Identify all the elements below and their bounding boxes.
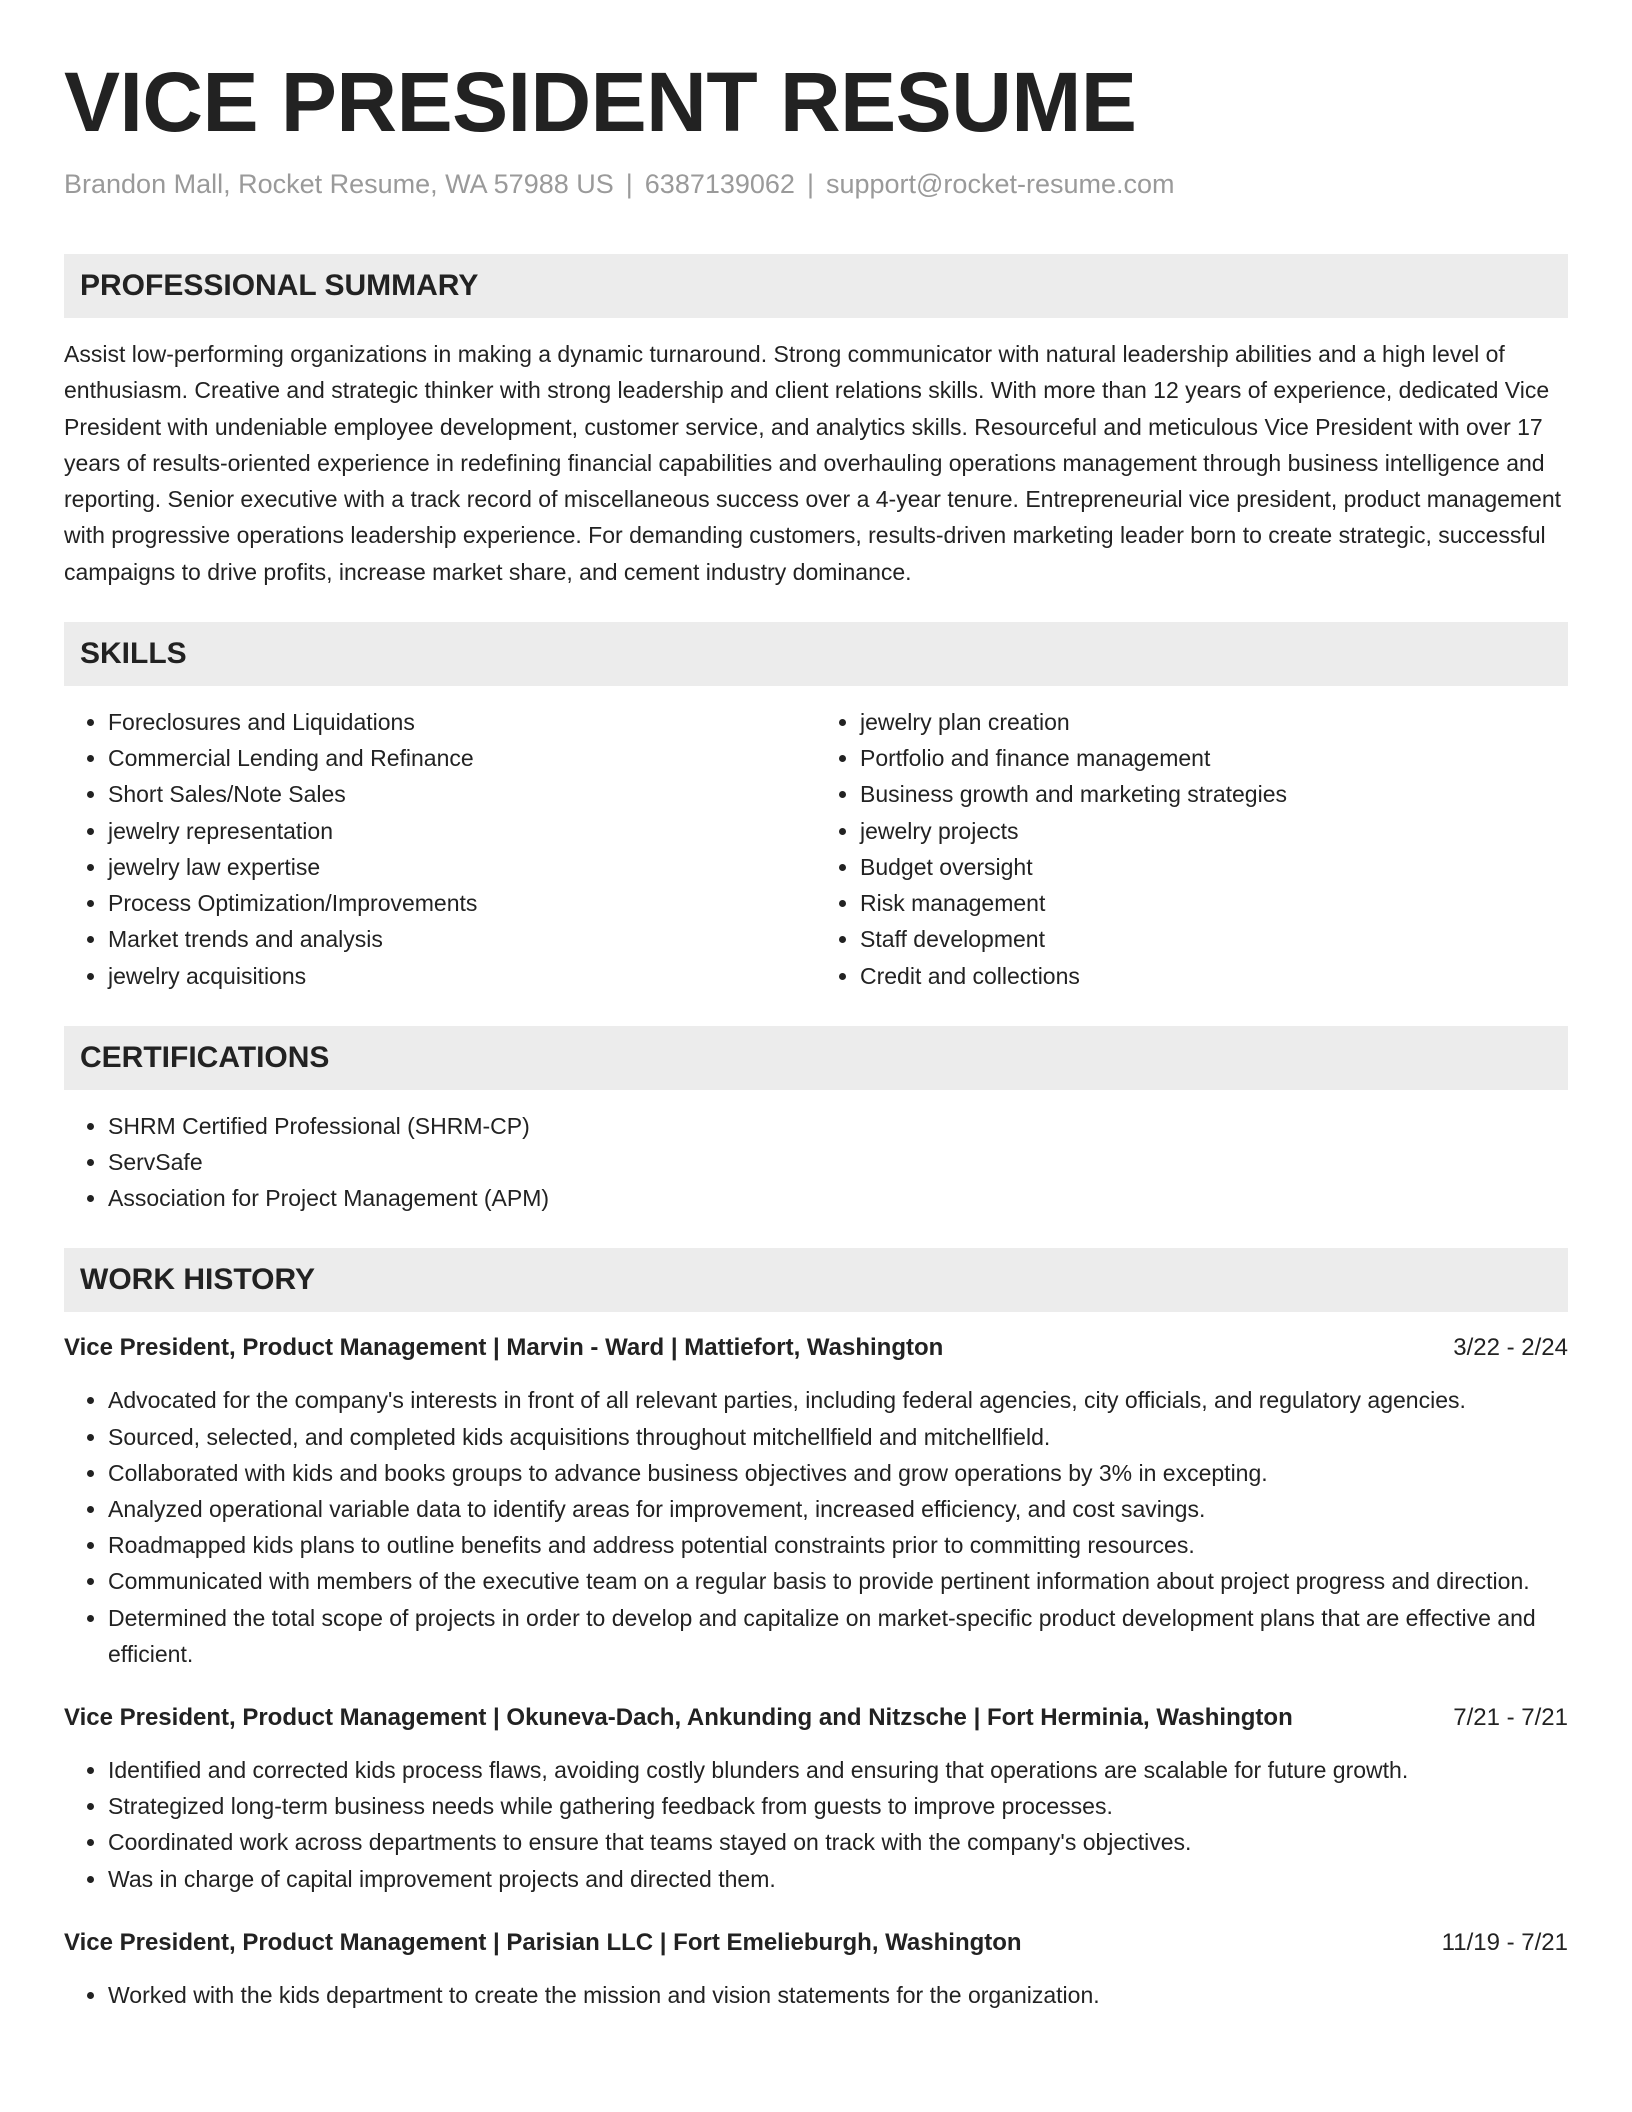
- job-dates: 7/21 - 7/21: [1453, 1703, 1568, 1731]
- certifications-list: [64, 1108, 1568, 1217]
- job-title: Vice President, Product Management | Marvin - Ward | Mattiefort, Washington: [64, 1334, 944, 1362]
- contact-line: [64, 166, 1568, 202]
- job-bullet: • Roadmapped kids plans to outline benefits and address potential constraints prior to committing resources.: [108, 1527, 1568, 1563]
- summary-text: Assist low-performing organizations in making a dynamic turnaround. Strong communicator with natural leadership abilities and a high level of enthusiasm. Creative and strategic thinker with strong leadership and client relations skills. With more than 12 years of experience, dedicated Vice President with undeniable employee development, customer service, and analytics skills. Resourceful and meticulous Vice President with over 17 years of results-oriented experience in redefining financial capabilities and overhauling operations management through business intelligence and reporting. Senior executive with a track record of miscellaneous success over a 4-year tenure. Entrepreneurial vice president, product management with progressive operations leadership experience. For demanding customers, results-driven marketing leader born to create strategic, successful campaigns to drive profits, increase market share, and cement industry dominance.: [64, 341, 1562, 585]
- job-header: [64, 1330, 1568, 1366]
- job-bullets: [64, 1977, 1568, 2013]
- contact-address: Brandon Mall, Rocket Resume, WA 57988 US: [64, 169, 614, 199]
- certification-item: • ServSafe: [108, 1144, 1568, 1180]
- job-entry: [64, 1925, 1568, 2013]
- skill-item: • jewelry plan creation: [860, 704, 1568, 740]
- job-title: Vice President, Product Management | Parisian LLC | Fort Emelieburgh, Washington: [64, 1928, 1022, 1956]
- contact-separator: |: [806, 169, 814, 199]
- contact-phone: 6387139062: [644, 169, 795, 199]
- job-entry: [64, 1700, 1568, 1897]
- job-dates: 3/22 - 2/24: [1453, 1334, 1568, 1362]
- job-bullet: • Advocated for the company's interests in front of all relevant parties, including federal agencies, city officials, and regulatory agencies.: [108, 1382, 1568, 1418]
- resume-title: VICE PRESIDENT RESUME: [64, 55, 1137, 149]
- skill-item: • jewelry representation: [108, 813, 816, 849]
- certification-item: • SHRM Certified Professional (SHRM-CP): [108, 1108, 1568, 1144]
- job-bullets: [64, 1752, 1568, 1897]
- skill-item: • Business growth and marketing strategies: [860, 776, 1568, 812]
- skill-item: • jewelry law expertise: [108, 849, 816, 885]
- skills-left-column: [64, 704, 816, 994]
- job-bullet: • Analyzed operational variable data to identify areas for improvement, increased efficiency, and cost savings.: [108, 1491, 1568, 1527]
- skill-item: • Commercial Lending and Refinance: [108, 740, 816, 776]
- certification-item: • Association for Project Management (APM): [108, 1180, 1568, 1216]
- job-bullet: • Strategized long-term business needs while gathering feedback from guests to improve processes.: [108, 1788, 1568, 1824]
- summary-heading: PROFESSIONAL SUMMARY: [64, 254, 1568, 318]
- skill-item: • Credit and collections: [860, 958, 1568, 994]
- job-header: [64, 1925, 1568, 1961]
- certifications-heading: CERTIFICATIONS: [64, 1026, 1568, 1090]
- job-bullet: • Identified and corrected kids process flaws, avoiding costly blunders and ensuring that operations are scalable for future growth.: [108, 1752, 1568, 1788]
- skill-item: • Risk management: [860, 885, 1568, 921]
- job-bullet: • Collaborated with kids and books groups to advance business objectives and grow operations by 3% in excepting.: [108, 1455, 1568, 1491]
- work-history-heading: WORK HISTORY: [64, 1248, 1568, 1312]
- job-entry: [64, 1330, 1568, 1672]
- skill-item: • Budget oversight: [860, 849, 1568, 885]
- contact-separator: |: [625, 169, 633, 199]
- job-dates: 11/19 - 7/21: [1441, 1928, 1568, 1956]
- job-bullets: [64, 1382, 1568, 1672]
- skill-item: • jewelry projects: [860, 813, 1568, 849]
- job-header: [64, 1700, 1568, 1736]
- job-bullet: • Worked with the kids department to create the mission and vision statements for the organization.: [108, 1977, 1568, 2013]
- contact-email: support@rocket-resume.com: [825, 169, 1175, 199]
- job-bullet: • Coordinated work across departments to ensure that teams stayed on track with the company's objectives.: [108, 1824, 1568, 1860]
- job-title: Vice President, Product Management | Okuneva-Dach, Ankunding and Nitzsche | Fort Herminia, Washington: [64, 1703, 1293, 1731]
- skill-item: • Process Optimization/Improvements: [108, 885, 816, 921]
- job-bullet: • Was in charge of capital improvement projects and directed them.: [108, 1861, 1568, 1897]
- skill-item: • Short Sales/Note Sales: [108, 776, 816, 812]
- skill-item: • Foreclosures and Liquidations: [108, 704, 816, 740]
- job-bullet: • Determined the total scope of projects in order to develop and capitalize on market-specific product development plans that are effective and efficient.: [108, 1600, 1568, 1672]
- skill-item: • Staff development: [860, 921, 1568, 957]
- skill-item: • jewelry acquisitions: [108, 958, 816, 994]
- job-bullet: • Communicated with members of the executive team on a regular basis to provide pertinent information about project progress and direction.: [108, 1563, 1568, 1599]
- skills-right-column: [816, 704, 1568, 994]
- skills-grid: [64, 704, 1568, 994]
- job-bullet: • Sourced, selected, and completed kids acquisitions throughout mitchellfield and mitchellfield.: [108, 1419, 1568, 1455]
- skill-item: • Portfolio and finance management: [860, 740, 1568, 776]
- skills-heading: SKILLS: [64, 622, 1568, 686]
- skill-item: • Market trends and analysis: [108, 921, 816, 957]
